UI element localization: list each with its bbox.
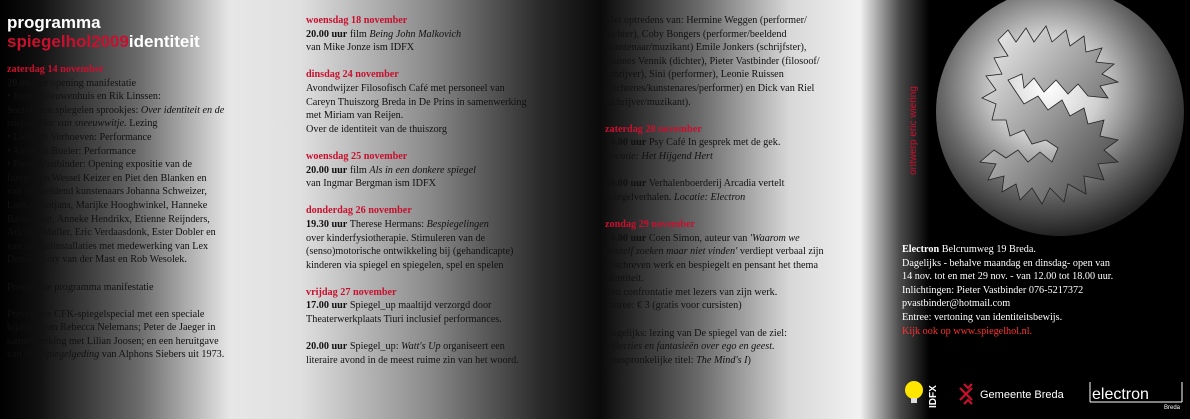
text-line: Inlichtingen: Pieter Vastbinder 076-5217372 (902, 284, 1084, 296)
text-line: van Ingmar Bergman ism IDFX (306, 178, 436, 190)
text-line: van Het Spiegelgeding van Alphons Siebers uit 1973. (7, 349, 225, 361)
text-line: kinderen via spiegel en spiegelen, spel en spelen (306, 259, 504, 271)
bullet-item: • Pieter Vastbinder: Opening expositie van de (7, 159, 193, 171)
electron-text: electron (1092, 386, 1149, 403)
idfx-logo (905, 381, 939, 408)
text-line: Presentatie CFK-spiegelspecial met een speciale (7, 308, 205, 320)
event-line: 20.00 uur film Als in een donkere spiegel (306, 164, 476, 176)
idfx-text: IDFX (928, 385, 939, 408)
text-line: Avondwijzer Filosofisch Café met personeel van (306, 82, 505, 94)
website-link[interactable]: Kijk ook op www.spiegelhol.nl. (902, 325, 1033, 337)
text-line: Hannes Vennik (dichter), Pieter Vastbinder (filosoof/ (605, 55, 820, 67)
date-heading: zondag 29 november (605, 218, 695, 230)
text-line: spiegelverhalen. Locatie: Electron (605, 191, 746, 203)
text-line: Entree: € 3 (gratis voor cursisten) (605, 300, 742, 312)
column-1 (7, 14, 287, 362)
text-line: Sociologen spiegelen sprookjes: Over identiteit en de (7, 104, 225, 116)
gemeente-text: Gemeente Breda (980, 389, 1064, 401)
text-line: van de beeldend kunstenaars Johanna Schweizer, (7, 186, 207, 198)
column-3 (605, 14, 905, 367)
gemeente-breda-logo (960, 384, 1065, 404)
event-line: 20.00 uur opening manifestatie (7, 77, 137, 89)
text-line: Careyn Thuiszorg Breda in De Prins in samenwerking (306, 96, 527, 108)
bulb-icon (905, 381, 923, 399)
text-line: Adriaan Muller, Eric Verdaasdonk, Ester Dobler en (7, 227, 216, 239)
text-line: geschreven werk en bespiegelt en pensant het thema (605, 259, 819, 271)
date-heading: woensdag 25 november (306, 150, 408, 162)
text-line: Dagelijks: lezing van De spiegel van de ziel: (605, 327, 787, 339)
text-line: Dagelijks - behalve maandag en dinsdag- open van (902, 257, 1110, 269)
text-line: dichter), Coby Bongers (performer/beeldend (605, 28, 787, 40)
date-heading: zaterdag 28 november (605, 123, 702, 135)
text-line: Entree: vertoning van identiteitsbewijs. (902, 311, 1063, 323)
date-heading: donderdag 26 november (306, 205, 412, 217)
mirror-sphere-artwork (928, 0, 1190, 240)
text-line: kunstenaar/muzikant) Emile Jonkers (schrijfster), (605, 42, 807, 54)
text-line: literaire avond in de meest ruime zin van het woord. (306, 354, 519, 366)
text-line: fotografen Wessel Keizer en Piet den Blanken en (7, 172, 207, 184)
text-line: Barendregt, Anneke Hendrikx, Etienne Reijnders, (7, 213, 210, 225)
event-line: 14.00 uur Coen Simon, auteur van 'Waarom we (605, 232, 800, 244)
title-white: identiteit (128, 32, 200, 51)
text-line: reflecties en fantasieën over ego en geest. (605, 341, 775, 353)
text-line: schrijver), Sini (performer), Leonie Ruissen (605, 69, 784, 81)
bullet-item: • Rense Nieuwenhuis en Rik Linssen: (7, 91, 161, 103)
bullet-item: • Liesbeth Verhoeven: Performance (7, 131, 152, 143)
event-line: 14.00 uur Psy Café In gesprek met de gek. (605, 137, 781, 149)
text-line: identiteit. (605, 273, 644, 285)
text-line: Donker, Guy van der Mast en Rob Wesolek. (7, 254, 187, 266)
location-line: Locatie: Het Hijgend Hert (605, 150, 713, 162)
title-red: spiegelhol2009 (7, 32, 129, 51)
text-line: bijdrage van Rebecca Nelemans; Peter de Jaeger in (7, 322, 216, 334)
event-line: 19.30 uur Therese Hermans: Bespiegelingen (306, 218, 489, 230)
text-line: 14 nov. tot en met 29 nov. - van 12.00 tot 18.00 uur. (902, 271, 1114, 283)
text-line: Met optredens van: Hermine Weggen (performer/ (605, 15, 807, 26)
text-line: Loek Grootjans, Marijke Hooghwinkel, Hanneke (7, 199, 208, 211)
event-line: 20.00 uur Verhalenboerderij Arcadia vertelt (605, 178, 785, 190)
electron-logo (1090, 382, 1182, 410)
email-link[interactable]: pvastbinder@hotmail.com (902, 298, 1011, 310)
event-line: 20.00 uur Spiegel_up: Watt's Up organiseert een (306, 341, 505, 353)
text-line: (senso)motorische ontwikkeling bij (gehandicapte) (306, 246, 514, 258)
text-line: van spiegelinstallaties met medewerking van Lex (7, 240, 209, 252)
bullet-item: • Anselma Bueler: Performance (7, 145, 136, 157)
text-line: Een confrontatie met lezers van zijn werk. (605, 286, 778, 298)
text-line: stiefmoeder van sneeuwwitje. Lezing (7, 118, 158, 130)
designer-credit: ontwerp eric wiering (908, 86, 919, 175)
date-heading: zaterdag 14 november (7, 64, 104, 75)
text-line: samenwerking met Lilian Joosen; en een heruitgave (7, 335, 219, 347)
page-title-line1: programma (7, 13, 101, 32)
page-title-line2 (7, 32, 287, 51)
date-heading: dinsdag 24 november (306, 69, 399, 81)
sponsor-logos (902, 378, 1190, 408)
text-line: Presentatie programma manifestatie (7, 281, 154, 293)
date-heading: vrijdag 27 november (306, 286, 397, 298)
venue-line: Electron Belcrumweg 19 Breda. (902, 244, 1036, 255)
text-line: onszelf zoeken maar niet vinden' verdiept verbaal zijn (605, 246, 824, 258)
text-line: van Mike Jonze ism IDFX (306, 42, 415, 54)
info-column (902, 243, 1190, 338)
date-heading: woensdag 18 november (306, 15, 408, 26)
text-line: met Miriam van Reijen. (306, 110, 404, 122)
electron-sub-text: Breda (1164, 405, 1181, 410)
text-line: (schrijver/muzikant). (605, 96, 691, 108)
text-line: over kinderfysiotherapie. Stimuleren van de (306, 232, 486, 244)
event-line: 17.00 uur Spiegel_up maaltijd verzorgd door (306, 300, 492, 312)
text-line: (dichteres/kunstenares/performer) en Dick van Riel (605, 82, 815, 94)
column-2 (306, 14, 594, 367)
event-line: 20.00 uur film Being John Malkovich (306, 28, 462, 40)
text-line: Over de identiteit van de thuiszorg (306, 123, 447, 135)
text-line: (oorspronkelijke titel: The Mind's I) (605, 354, 751, 366)
text-line: Theaterwerkplaats Tiuri inclusief performances. (306, 314, 502, 326)
